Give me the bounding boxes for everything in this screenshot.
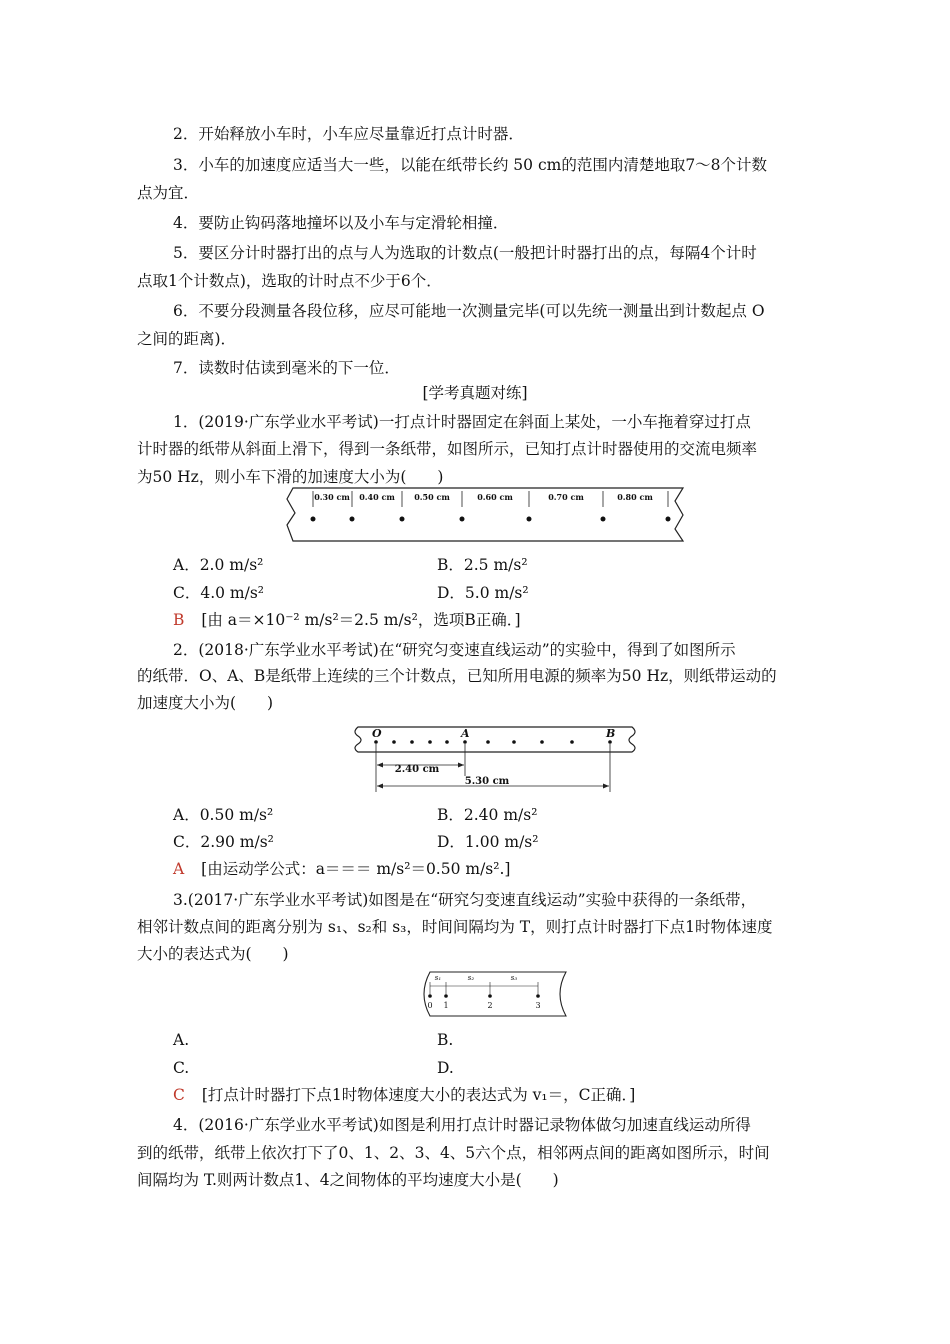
q1-tape-dot: [400, 517, 405, 522]
q1-option-d[interactable]: D．5.0 m/s²: [437, 584, 529, 602]
q2-point-a-label: A: [461, 727, 470, 740]
q1-seg-label-2: 0.40 cm: [359, 492, 395, 502]
q2-tape-figure: [350, 724, 640, 799]
q3-point-3: 3: [535, 1001, 541, 1010]
q1-answer: [173, 610, 521, 630]
q1-seg-label-3: 0.50 cm: [414, 492, 450, 502]
q1-line-1: 1．(2019·广东学业水平考试)一打点计时器固定在斜面上某处，一小车拖着穿过打点: [173, 413, 751, 431]
q3-point-2: 2: [487, 1001, 493, 1010]
q3-point-1: 1: [443, 1001, 449, 1010]
q1-seg-label-6: 0.80 cm: [617, 492, 653, 502]
q3-option-b[interactable]: B.: [437, 1031, 454, 1049]
q2-distance-ob: 5.30 cm: [464, 776, 510, 787]
q3-line-3: 大小的表达式为( ): [137, 945, 289, 963]
q1-tape-dot: [460, 517, 465, 522]
q1-option-a[interactable]: A．2.0 m/s²: [173, 556, 264, 574]
q1-tape-dot: [527, 517, 532, 522]
section-title: [学考真题对练]: [422, 384, 528, 402]
q2-option-b[interactable]: B．2.40 m/s²: [437, 806, 538, 824]
note-5: 5．要区分计时器打出的点与人为选取的计数点(一般把计时器打出的点，每隔4个计时: [173, 244, 757, 262]
q2-option-d[interactable]: D．1.00 m/s²: [437, 833, 539, 851]
q2-distance-oa: 2.40 cm: [394, 764, 440, 775]
q1-seg-label-4: 0.60 cm: [477, 492, 513, 502]
q2-line-3: 加速度大小为( ): [137, 694, 274, 712]
q3-point-0: 0: [427, 1001, 433, 1010]
q3-answer-letter: C: [173, 1086, 185, 1104]
q1-answer-letter: B: [173, 611, 185, 629]
q1-line-2: 计时器的纸带从斜面上滑下，得到一条纸带，如图所示，已知打点计时器使用的交流电频率: [137, 440, 758, 458]
q1-seg-label-1: 0.30 cm: [314, 492, 350, 502]
q1-answer-text: [由 a＝×10⁻² m/s²＝2.5 m/s²，选项B正确．]: [201, 611, 521, 629]
q1-option-c[interactable]: C．4.0 m/s²: [173, 584, 265, 602]
q2-option-c[interactable]: C．2.90 m/s²: [173, 833, 274, 851]
q4-line-1: 4．(2016·广东学业水平考试)如图是利用打点计时器记录物体做匀加速直线运动所得: [173, 1116, 751, 1134]
q2-option-a[interactable]: A．0.50 m/s²: [173, 806, 274, 824]
note-3: 3．小车的加速度应适当大一些，以能在纸带长约 50 cm的范围内清楚地取7～8个计数: [173, 156, 768, 174]
q2-answer-letter: A: [173, 860, 185, 878]
q3-answer: [173, 1085, 635, 1105]
q2-line-2: 的纸带．O、A、B是纸带上连续的三个计数点，已知所用电源的频率为50 Hz，则纸带运动的: [137, 667, 777, 685]
q3-option-a[interactable]: A.: [173, 1031, 190, 1049]
q2-point-b-label: B: [606, 727, 616, 740]
q2-line-1: 2．(2018·广东学业水平考试)在“研究匀变速直线运动”的实验中，得到了如图所示: [173, 641, 736, 659]
q1-line-3: 为50 Hz，则小车下滑的加速度大小为( ): [137, 468, 444, 486]
q3-answer-text: [打点计时器打下点1时物体速度大小的表达式为 v₁＝，C正确．]: [201, 1086, 636, 1104]
note-5-cont: 点取1个计数点)，选取的计时点不少于6个．: [137, 272, 442, 290]
q1-tape-dot: [311, 517, 316, 522]
note-2: 2．开始释放小车时，小车应尽量靠近打点计时器．: [173, 125, 524, 143]
q3-line-2: 相邻计数点间的距离分别为 s₁、s₂和 s₃，时间间隔均为 T，则打点计时器打下点1时物体速度: [137, 918, 773, 936]
q2-point-o-label: O: [372, 727, 382, 740]
q3-tape-figure: [418, 970, 570, 1020]
q1-tape-dot: [601, 517, 606, 522]
q3-option-d[interactable]: D.: [437, 1059, 454, 1077]
q3-s1-label: s₁: [434, 974, 442, 982]
q4-line-2: 到的纸带，纸带上依次打下了0、1、2、3、4、5六个点，相邻两点间的距离如图所示，时间: [137, 1144, 770, 1162]
q3-option-c[interactable]: C.: [173, 1059, 190, 1077]
q2-answer-text: [由运动学公式：a＝＝＝ m/s²＝0.50 m/s².]: [201, 860, 511, 878]
note-4: 4．要防止钩码落地撞坏以及小车与定滑轮相撞．: [173, 214, 509, 232]
q3-line-1: 3.(2017·广东学业水平考试)如图是在“研究匀变速直线运动”实验中获得的一条纸带，: [173, 891, 757, 909]
q1-tape-figure: [285, 485, 690, 545]
q2-answer: [173, 859, 510, 879]
note-7: 7．读数时估读到毫米的下一位．: [173, 359, 400, 377]
note-3-cont: 点为宜．: [137, 184, 200, 202]
note-6: 6．不要分段测量各段位移，应尽可能地一次测量完毕(可以先统一测量出到计数起点 O: [173, 302, 765, 320]
note-6-cont: 之间的距离)．: [137, 330, 237, 348]
q1-option-b[interactable]: B．2.5 m/s²: [437, 556, 528, 574]
q1-tape-dot: [350, 517, 355, 522]
q3-s3-label: s₃: [510, 974, 518, 982]
q4-line-3: 间隔均为 T.则两计数点1、4之间物体的平均速度大小是( ): [137, 1171, 559, 1189]
q1-tape-dot: [666, 517, 671, 522]
q1-seg-label-5: 0.70 cm: [548, 492, 584, 502]
q3-s2-label: s₂: [467, 974, 475, 982]
